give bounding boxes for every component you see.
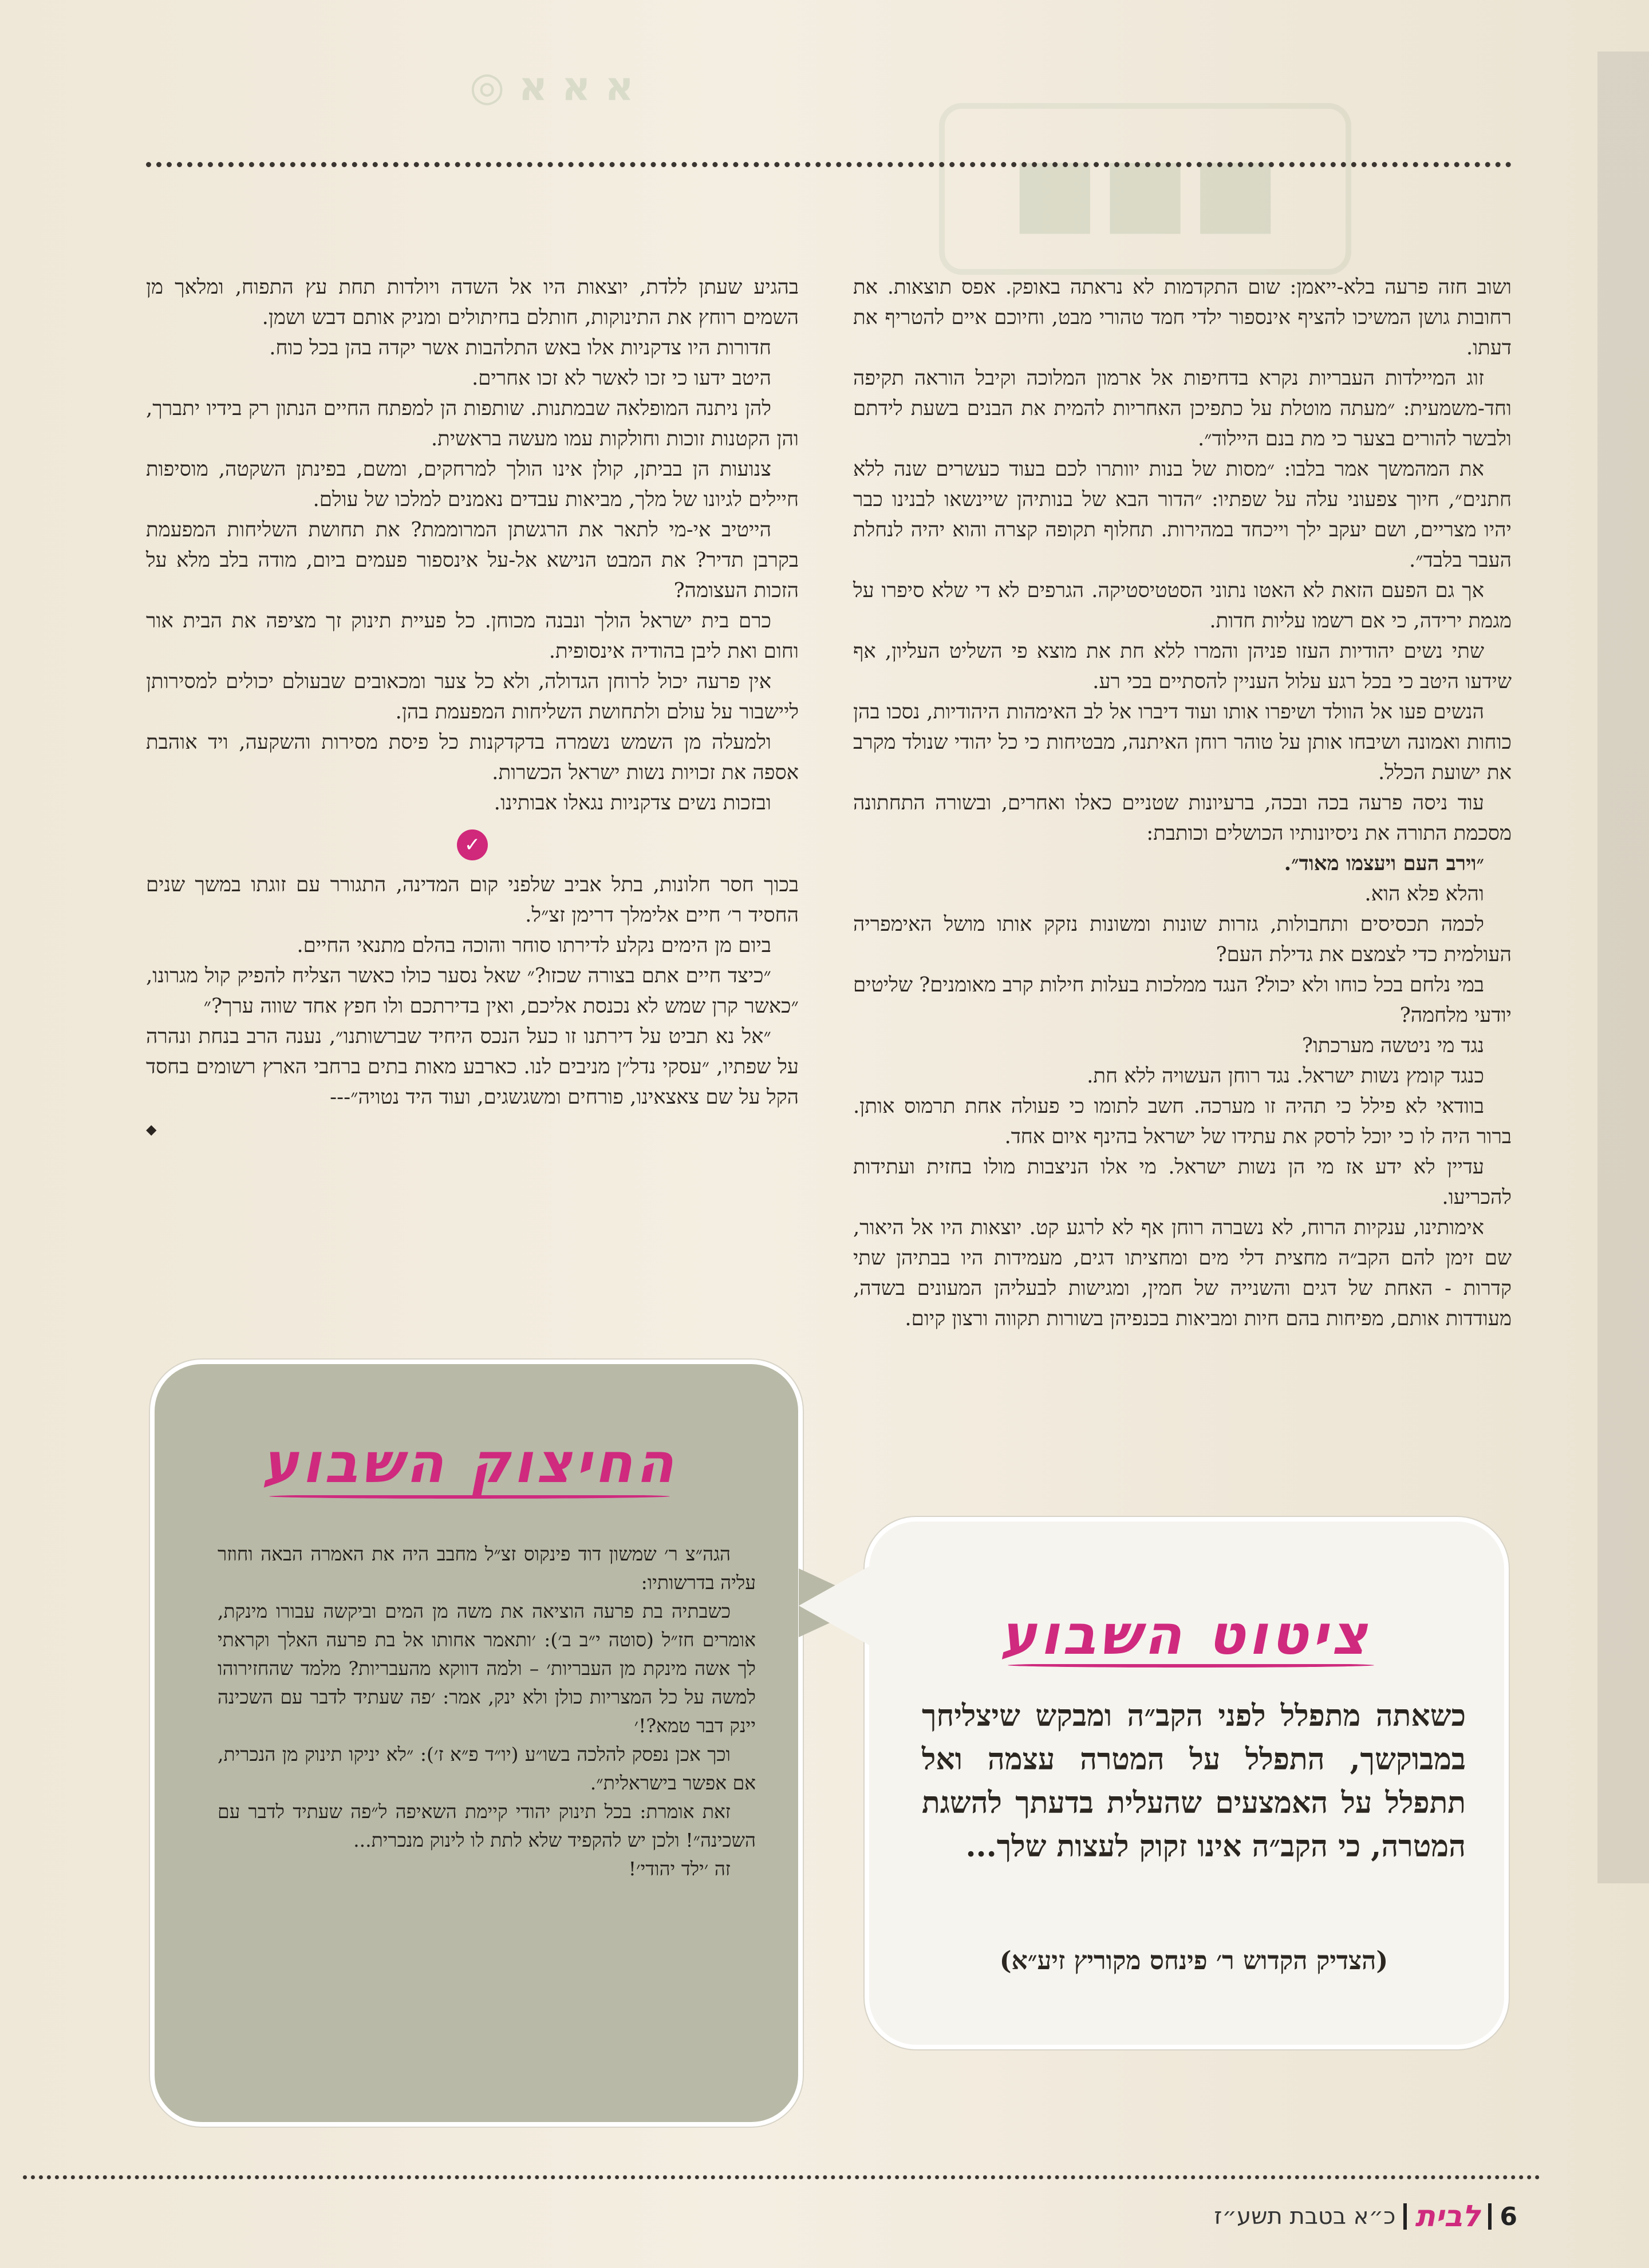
end-of-article-icon: ◆ bbox=[146, 1121, 157, 1137]
quote-source: (הצדיק הקדוש ר׳ פינחס מקוריץ זיע״א) bbox=[999, 1946, 1388, 1975]
paragraph: עוד ניסה פרעה בכה ובכה, ברעיונות שטניים כאלו ואחרים, ובשורה התחתונה מסכמת התורה את ניסיונותיו הכושלים וכותבת: bbox=[853, 791, 1512, 845]
paragraph: וכך אכן נפסק להלכה בשו״ע (יו״ד פ״א ז׳): ״לא יניקו תינוק מן הנכרית, אם אפשר בישראלית״. bbox=[218, 1743, 756, 1794]
article-right-column bbox=[853, 272, 1512, 1334]
page-footer bbox=[1162, 2194, 1517, 2239]
paragraph: להן ניתנה המופלאה שבמתנות. שותפות הן למפתח החיים הנתון רק בידיו יתברך, והן הקטנות זוכות וחולקות עמו מעשה בראשית. bbox=[146, 397, 799, 451]
paragraph: כרם בית ישראל הולך ונבנה מכוחן. כל פעיית תינוק זך מציפה את הבית אור וחום ואת ליבן בהודיה אינסופית. bbox=[146, 609, 799, 663]
paragraph: זוג המיילדות העבריות נקרא בדחיפות אל ארמון המלוכה וקיבל הוראה תקיפה וחד-משמעית: ״מעתה מוטלת על כתפיכן האחריות להמית את הבנים בשעת לידתם ולבשר להורים בצער כי מת בנם היילוד״. bbox=[853, 366, 1512, 451]
bleedthrough-logo: ◼◼◼ bbox=[939, 103, 1351, 275]
paragraph: ״כיצד חיים אתם בצורה שכזו?״ שאל נסער כולו כאשר הצליח להפיק קול מגרונו, ״כאשר קרן שמש לא נכנסת אליכם, ואין בדירתכם ולו חפץ אחד שווה ערך?״ bbox=[146, 964, 799, 1018]
paragraph: כשבתיה בת פרעה הוציאה את משה מן המים וביקשה עבורו מינקת, אומרים חז״ל (סוטה י״ב ב׳): ׳ותאמר אחותו אל בת פרעה האלך וקראתי לך אשה מינקת מן העבריות׳ – ולמה דווקא מהעבריות? מלמד שהחזירוהו למשה על כל המצריות כולן ולא ינק, אמר: ׳פה שעתיד לדבר עם השכינה יינק דבר טמא?!׳ bbox=[218, 1600, 756, 1737]
paragraph: עדיין לא ידע אז מי הן נשות ישראל. מי אלו הניצבות מולו בחזית ועתידות להכריעו. bbox=[853, 1155, 1512, 1209]
footer-divider bbox=[1403, 2203, 1407, 2230]
quote-bubble-tail bbox=[799, 1566, 870, 1646]
paragraph: ושוב חזה פרעה בלא-ייאמן: שום התקדמות לא נראתה באופק. אפס תוצאות. את רחובות גושן המשיכו להציף אינספור ילדי חמד טהורי מבט, וחיוכם איים להטריף את דעתו. bbox=[853, 275, 1512, 359]
paragraph: כנגד קומץ נשות ישראל. נגד רוחן העשויה ללא חת. bbox=[1087, 1064, 1484, 1088]
quote-text: כשאתה מתפלל לפני הקב״ה ומבקש שיצליחך במבוקשך, התפלל על המטרה עצמה ואל תתפלל על האמצעים שהעלית בדעתך להשגת המטרה, כי הקב״ה אינו זקוק לעצות שלך... bbox=[922, 1698, 1466, 1864]
paragraph: זה ׳ילד יהודי׳! bbox=[628, 1858, 731, 1880]
paragraph: ביום מן הימים נקלע לדירתו סוחר והוכה בהלם מתנאי החיים. bbox=[297, 934, 771, 957]
magazine-name: לבית bbox=[1415, 2199, 1481, 2234]
title-underline-decoration bbox=[269, 1494, 670, 1499]
paragraph: את המהמשך אמר בלבו: ״מסות של בנות יוותרו לכם בעוד כעשרים שנה ללא חתנים״, חיוך צפעוני עלה על שפתיו: ״הדור הבא של בנותיהן שיינשאו לבנינו כבר יהיו מצריים, ושם יעקב ילך וייכחד במהירות. תחלוף תקופה קצרה והוא יהיה לנחלת העבר בלבד״. bbox=[853, 457, 1512, 572]
paragraph: והלא פלא הוא. bbox=[1364, 882, 1484, 906]
paragraph: הייטיב אי-מי לתאר את הרגשתן המרוממת? את תחושת השליחות המפעמת בקרבן תדיר? את המבט הנישא אל-על אינספור פעמים ביום, מודה בלב מלא על הזכות העצומה? bbox=[146, 518, 799, 602]
bleedthrough-text: ◎ א א א bbox=[470, 63, 634, 110]
paragraph: אין פרעה יכול לרוחן הגדולה, ולא כל צער ומכאובים שבעולם יכולים למסירותן ליישבור על עולם ולתחושת השליחות המפעמת בהן. bbox=[146, 670, 799, 724]
paragraph: שתי נשים יהודיות העזו פניהן והמרו ללא חת את מוצא פי השליט העליון, אף שידעו היטב כי בכל רגע עלול העניין להסתיים בכי רע. bbox=[853, 639, 1512, 693]
paragraph: צנועות הן בביתן, קולן אינו הולך למרחקים, ומשם, בפינתן השקטה, מוסיפות חיילים לגיונו של מלך, מביאות עבדים נאמנים למלכו של עולם. bbox=[146, 457, 799, 511]
article-left-column bbox=[146, 272, 799, 1145]
footer-dotted-rule bbox=[23, 2175, 1540, 2179]
paragraph: ״אל נא תביט על דירתנו זו כעל הנכס היחיד שברשותנו״, נענה הרב בנחת ונהרה על שפתיו, ״עסקי נדל״ן מניבים לנו. כארבע מאות בתים ברחבי הארץ רשומים בחסד הקל על שם צאצאינו, פורחים ומשגשגים, ועוד היד נטויה״--- bbox=[146, 1025, 799, 1109]
paragraph: ובזכות נשים צדקניות נגאלו אבותינו. bbox=[494, 791, 771, 815]
paragraph: היטב ידעו כי זכו לאשר לא זכו אחרים. bbox=[471, 366, 771, 390]
paragraph: ולמעלה מן השמש נשמרה בדקדקנות כל פיסת מסירות והשקעה, ויד אוהבת אספה את זכויות נשות ישראל הכשרות. bbox=[146, 730, 799, 784]
quote-title: ציטוט השבוע bbox=[1000, 1603, 1371, 1667]
issue-date: כ״א בטבת תשע״ז bbox=[1214, 2203, 1396, 2230]
paragraph-quote: ״וירב העם ויעצמו מאוד״. bbox=[1284, 852, 1484, 875]
paragraph: חדורות היו צדקניות אלו באש התלהבות אשר יקדה בהן בכל כוח. bbox=[269, 336, 771, 359]
paragraph: אך גם הפעם הזאת לא האטו נתוני הסטטיסטיקה. הגרפים לא די שלא סיפרו על מגמת ירידה, כי אם רשמו עליות חדות. bbox=[853, 579, 1512, 633]
heart-check-icon: ✓ bbox=[457, 829, 488, 860]
paragraph: אימותינו, ענקיות הרוח, לא נשברה רוחן אף לא לרגע קט. יוצאות היו אל היאור, שם זימן להם הקב״ה מחצית דלי מים ומחציתו דגים, מעמידות היו בבתיהן שתי קדרות - האחת של דגים והשנייה של חמין, ומגישות לבעליהן המעונים בשדה, מעודדות אותם, מפיחות בהם חיות ומביאות בכנפיהן בשורות תקווה ורצון קיום. bbox=[853, 1216, 1512, 1330]
paragraph: בכוך חסר חלונות, בתל אביב שלפני קום המדינה, התגורר עם זוגתו במשך שנים החסיד ר׳ חיים אלימלך דרימן זצ״ל. bbox=[146, 873, 799, 927]
paragraph: לכמה תכסיסים ותחבולות, גזרות שונות ומשונות נזקק אותו מושל האימפריה העולמית כדי לצמצם את גדילת העם? bbox=[853, 912, 1512, 966]
paragraph: זאת אומרת: בכל תינוק יהודי קיימת השאיפה ל״פה שעתיד לדבר עם השכינה״! ולכן יש להקפיד שלא לתת לו לינוק מנכרית... bbox=[218, 1800, 756, 1851]
footer-divider bbox=[1488, 2203, 1492, 2230]
paragraph: הנשים פעו אל הוולד ושיפרו אותו ועוד דיברו אל לב האימהות היהודיות, נסכו בהן כוחות ואמונה ושיבחו אותן על טוהר רוחן האיתנה, מבטיחות כי כל יהודי שנולד מקרב את ישועת הכלל. bbox=[853, 700, 1512, 784]
chizuk-text bbox=[218, 1540, 756, 1883]
paragraph: הגה״צ ר׳ שמשון דוד פינקוס זצ״ל מחבב היה את האמרה הבאה וחוזר עליה בדרשותיו: bbox=[218, 1543, 756, 1594]
paragraph: בהגיע שעתן ללדת, יוצאות היו אל השדה ויולדות תחת עץ התפוח, ומלאך מן השמים רוחץ את התינוקות, חותלם בחיתולים ומניק אותם דבש ושמן. bbox=[146, 275, 799, 329]
paragraph: בוודאי לא פילל כי תהיה זו מערכה. חשב לתומו כי פעולה אחת תרמוס אותן. ברור היה לו כי יוכל לרסק את עתידו של ישראל בהינף איום אחד. bbox=[853, 1095, 1512, 1148]
page-number: 6 bbox=[1500, 2202, 1517, 2231]
page-edge-strip bbox=[1597, 52, 1649, 1883]
paragraph: במי נלחם בכל כוחו ולא יכול? הנגד ממלכות בעלות חילות קרב מאומנים? שליטים יודעי מלחמה? bbox=[853, 973, 1512, 1027]
title-underline-decoration bbox=[1008, 1663, 1374, 1668]
paragraph: נגד מי ניטשה מערכתו? bbox=[1301, 1034, 1484, 1057]
header-dotted-rule bbox=[146, 162, 1512, 167]
chizuk-title: החיצוק השבוע bbox=[262, 1431, 677, 1495]
